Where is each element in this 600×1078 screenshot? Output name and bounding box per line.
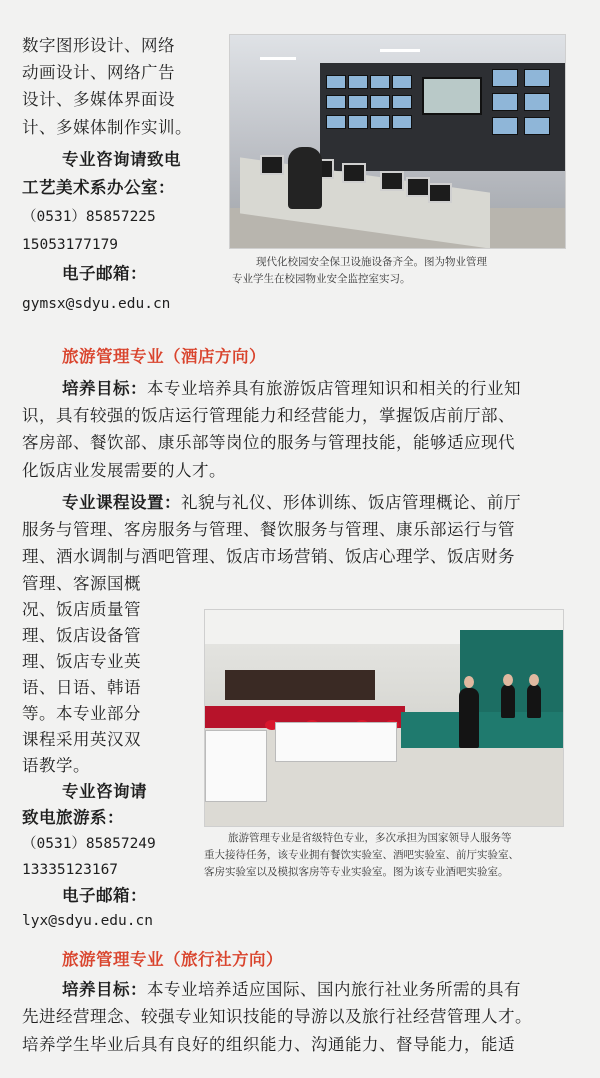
photo-caption: 旅游管理专业是省级特色专业，多次承担为国家领导人服务等 <box>228 832 512 844</box>
contact-label: 专业咨询请 <box>62 782 147 801</box>
phone-number: （0531）85857249 <box>22 836 156 852</box>
body-text-line: 理、饭店设备管 <box>22 626 141 645</box>
body-text-line: 动画设计、网络广告 <box>22 63 175 82</box>
contact-label: 致电旅游系： <box>22 808 124 827</box>
goal-label: 培养目标： <box>62 379 147 398</box>
body-text-line: 等。本专业部分 <box>22 704 141 723</box>
goal-label: 培养目标： <box>62 980 147 999</box>
email-label: 电子邮箱： <box>62 886 147 905</box>
contact-label: 工艺美术系办公室： <box>22 178 175 197</box>
body-text-line: 计、多媒体制作实训。 <box>22 118 192 137</box>
body-text-line: 况、饭店质量管 <box>22 600 141 619</box>
bar-lab-photo <box>204 609 564 827</box>
email-link[interactable]: gymsx@sdyu.edu.cn <box>22 296 171 312</box>
body-text-line: 先进经营理念、较强专业知识技能的导游以及旅行社经营管理人才。 <box>22 1007 532 1026</box>
body-text-line: 礼貌与礼仪、形体训练、饭店管理概论、前厅 <box>181 493 521 512</box>
section-title: 旅游管理专业（旅行社方向） <box>62 950 283 969</box>
section-title: 旅游管理专业（酒店方向） <box>62 347 266 366</box>
body-text-line: 识，具有较强的饭店运行管理能力和经营能力，掌握饭店前厅部、 <box>22 406 515 425</box>
body-text-line: 本专业培养具有旅游饭店管理知识和相关的行业知 <box>147 379 521 398</box>
photo-caption: 现代化校园安全保卫设施设备齐全。图为物业管理 <box>256 256 487 268</box>
email-label: 电子邮箱： <box>62 264 147 283</box>
contact-label: 专业咨询请致电 <box>62 150 181 169</box>
photo-caption: 专业学生在校园物业安全监控室实习。 <box>232 273 411 285</box>
body-text-line: 服务与管理、客房服务与管理、餐饮服务与管理、康乐部运行与管 <box>22 520 515 539</box>
course-label: 专业课程设置： <box>62 493 181 512</box>
monitoring-room-photo <box>229 34 566 249</box>
body-text-line: 数字图形设计、网络 <box>22 36 175 55</box>
body-text-line: 化饭店业发展需要的人才。 <box>22 461 226 480</box>
body-text-line: 语教学。 <box>22 756 90 775</box>
body-text-line: 设计、多媒体界面设 <box>22 90 175 109</box>
phone-number: 13335123167 <box>22 862 119 878</box>
body-text-line: 客房部、餐饮部、康乐部等岗位的服务与管理技能，能够适应现代 <box>22 433 515 452</box>
body-text-line: 理、饭店专业英 <box>22 652 141 671</box>
phone-number: 15053177179 <box>22 237 119 253</box>
body-text-line: 培养学生毕业后具有良好的组织能力、沟通能力、督导能力，能适 <box>22 1035 515 1054</box>
photo-caption: 重大接待任务，该专业拥有餐饮实验室、酒吧实验室、前厅实验室、 <box>204 849 519 861</box>
photo-caption: 客房实验室以及模拟客房等专业实验室。图为该专业酒吧实验室。 <box>204 866 509 878</box>
phone-number: （0531）85857225 <box>22 209 156 225</box>
body-text-line: 语、日语、韩语 <box>22 678 141 697</box>
body-text-line: 本专业培养适应国际、国内旅行社业务所需的具有 <box>147 980 521 999</box>
body-text-line: 管理、客源国概 <box>22 574 141 593</box>
email-link[interactable]: lyx@sdyu.edu.cn <box>22 913 153 929</box>
body-text-line: 理、酒水调制与酒吧管理、饭店市场营销、饭店心理学、饭店财务 <box>22 547 515 566</box>
body-text-line: 课程采用英汉双 <box>22 730 141 749</box>
